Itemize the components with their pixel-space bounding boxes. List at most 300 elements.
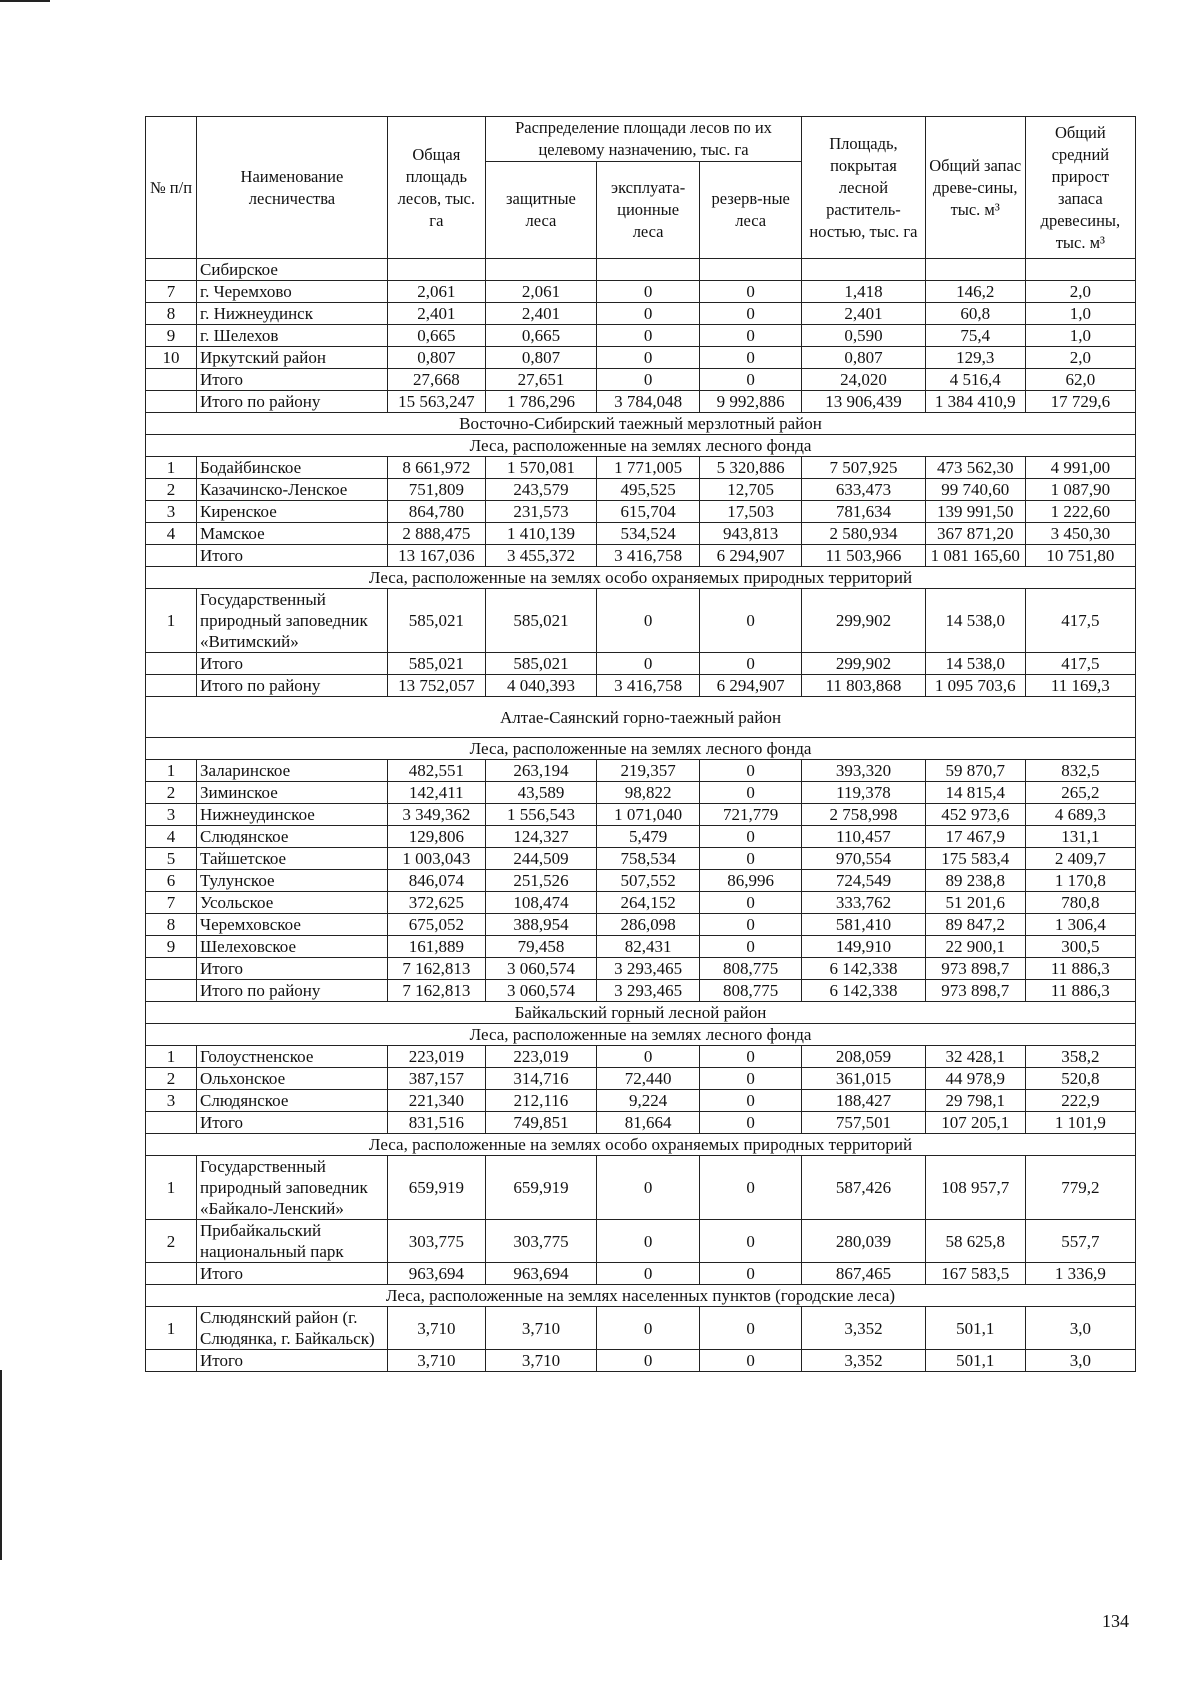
- cell-total-area: 846,074: [387, 870, 485, 892]
- cell-covered-area: [802, 259, 925, 281]
- cell-growth: 358,2: [1025, 1046, 1135, 1068]
- cell-reserve: 0: [700, 1112, 802, 1134]
- cell-timber-stock: 452 973,6: [925, 804, 1025, 826]
- cell-covered-area: 333,762: [802, 892, 925, 914]
- cell-covered-area: 2 758,998: [802, 804, 925, 826]
- cell-protective: 3 060,574: [485, 958, 596, 980]
- cell-reserve: 0: [700, 589, 802, 653]
- cell-timber-stock: 99 740,60: [925, 479, 1025, 501]
- cell-reserve: 0: [700, 347, 802, 369]
- cell-protective: 3 455,372: [485, 545, 596, 567]
- cell-total-area: [387, 259, 485, 281]
- table-row: [146, 914, 1136, 936]
- forestry-name: Заларинское: [197, 760, 388, 782]
- cell-timber-stock: 501,1: [925, 1307, 1025, 1350]
- cell-total-area: 372,625: [387, 892, 485, 914]
- cell-timber-stock: 22 900,1: [925, 936, 1025, 958]
- cell-covered-area: 3,352: [802, 1350, 925, 1372]
- header-growth: Общий средний прирост запаса древесины, тыс. м³: [1025, 117, 1135, 259]
- cell-exploitation: 9,224: [597, 1090, 700, 1112]
- table-row: [146, 1350, 1136, 1372]
- cell-exploitation: 758,534: [597, 848, 700, 870]
- section-row: [146, 1285, 1136, 1307]
- cell-total-area: 129,806: [387, 826, 485, 848]
- row-number: [146, 259, 197, 281]
- cell-protective: 223,019: [485, 1046, 596, 1068]
- table-row: [146, 782, 1136, 804]
- row-number: 10: [146, 347, 197, 369]
- cell-growth: 1 170,8: [1025, 870, 1135, 892]
- row-number: 1: [146, 457, 197, 479]
- cell-protective: 0,807: [485, 347, 596, 369]
- table-row: [146, 892, 1136, 914]
- forestry-name: Итого по району: [197, 980, 388, 1002]
- cell-timber-stock: 129,3: [925, 347, 1025, 369]
- forestry-name: Итого: [197, 1112, 388, 1134]
- header-reserve: резерв-ные леса: [700, 162, 802, 259]
- cell-timber-stock: 60,8: [925, 303, 1025, 325]
- cell-covered-area: 970,554: [802, 848, 925, 870]
- cell-exploitation: [597, 259, 700, 281]
- cell-exploitation: 286,098: [597, 914, 700, 936]
- cell-total-area: 3 349,362: [387, 804, 485, 826]
- cell-exploitation: 0: [597, 653, 700, 675]
- cell-timber-stock: 59 870,7: [925, 760, 1025, 782]
- section-title: Леса, расположенные на землях лесного фонда: [146, 738, 1136, 760]
- cell-reserve: 5 320,886: [700, 457, 802, 479]
- page-number: 134: [1102, 1611, 1129, 1631]
- table-row: [146, 369, 1136, 391]
- cell-protective: 303,775: [485, 1220, 596, 1263]
- row-number: [146, 1263, 197, 1285]
- cell-reserve: 0: [700, 1156, 802, 1220]
- cell-timber-stock: 367 871,20: [925, 523, 1025, 545]
- cell-growth: 780,8: [1025, 892, 1135, 914]
- cell-timber-stock: 1 095 703,6: [925, 675, 1025, 697]
- cell-growth: 557,7: [1025, 1220, 1135, 1263]
- cell-timber-stock: 14 538,0: [925, 653, 1025, 675]
- section-title: Леса, расположенные на землях лесного фонда: [146, 1024, 1136, 1046]
- cell-exploitation: 3 784,048: [597, 391, 700, 413]
- cell-exploitation: 0: [597, 1263, 700, 1285]
- table-row: [146, 347, 1136, 369]
- cell-exploitation: 0: [597, 281, 700, 303]
- cell-exploitation: 81,664: [597, 1112, 700, 1134]
- forest-data-table: [145, 116, 1136, 1372]
- cell-exploitation: 3 416,758: [597, 545, 700, 567]
- cell-exploitation: 3 293,465: [597, 958, 700, 980]
- header-protective: защитные леса: [485, 162, 596, 259]
- cell-growth: 3 450,30: [1025, 523, 1135, 545]
- row-number: [146, 675, 197, 697]
- cell-protective: 0,665: [485, 325, 596, 347]
- cell-protective: 314,716: [485, 1068, 596, 1090]
- cell-timber-stock: 51 201,6: [925, 892, 1025, 914]
- table-row: [146, 1307, 1136, 1350]
- cell-reserve: 0: [700, 1068, 802, 1090]
- cell-total-area: 221,340: [387, 1090, 485, 1112]
- row-number: 9: [146, 325, 197, 347]
- forestry-name: Итого: [197, 1350, 388, 1372]
- row-number: [146, 980, 197, 1002]
- cell-timber-stock: 1 384 410,9: [925, 391, 1025, 413]
- row-number: 2: [146, 1068, 197, 1090]
- cell-growth: 3,0: [1025, 1307, 1135, 1350]
- cell-covered-area: 3,352: [802, 1307, 925, 1350]
- row-number: [146, 958, 197, 980]
- cell-growth: 1 087,90: [1025, 479, 1135, 501]
- table-row: [146, 325, 1136, 347]
- cell-protective: 3,710: [485, 1350, 596, 1372]
- cell-reserve: 0: [700, 782, 802, 804]
- cell-protective: 108,474: [485, 892, 596, 914]
- cell-total-area: 7 162,813: [387, 958, 485, 980]
- table-row: [146, 760, 1136, 782]
- cell-timber-stock: 1 081 165,60: [925, 545, 1025, 567]
- header-num: № п/п: [146, 117, 197, 259]
- row-number: 4: [146, 523, 197, 545]
- cell-growth: 779,2: [1025, 1156, 1135, 1220]
- table-row: [146, 980, 1136, 1002]
- table-row: [146, 501, 1136, 523]
- section-title: Восточно-Сибирский таежный мерзлотный район: [146, 413, 1136, 435]
- cell-reserve: 0: [700, 1090, 802, 1112]
- cell-protective: 243,579: [485, 479, 596, 501]
- row-number: 9: [146, 936, 197, 958]
- cell-covered-area: 6 142,338: [802, 958, 925, 980]
- cell-total-area: 223,019: [387, 1046, 485, 1068]
- cell-reserve: 9 992,886: [700, 391, 802, 413]
- cell-timber-stock: 32 428,1: [925, 1046, 1025, 1068]
- cell-covered-area: 149,910: [802, 936, 925, 958]
- cell-reserve: 0: [700, 826, 802, 848]
- forestry-name: Усольское: [197, 892, 388, 914]
- forestry-name: Итого: [197, 653, 388, 675]
- cell-protective: 1 570,081: [485, 457, 596, 479]
- forestry-name: Киренское: [197, 501, 388, 523]
- cell-protective: 1 556,543: [485, 804, 596, 826]
- cell-covered-area: 867,465: [802, 1263, 925, 1285]
- table-row: [146, 589, 1136, 653]
- row-number: 2: [146, 1220, 197, 1263]
- cell-timber-stock: 501,1: [925, 1350, 1025, 1372]
- scan-edge-mark: [0, 1370, 2, 1560]
- forestry-name: Слюдянское: [197, 826, 388, 848]
- cell-total-area: 142,411: [387, 782, 485, 804]
- cell-exploitation: 1 071,040: [597, 804, 700, 826]
- cell-timber-stock: 17 467,9: [925, 826, 1025, 848]
- cell-timber-stock: 44 978,9: [925, 1068, 1025, 1090]
- cell-total-area: 161,889: [387, 936, 485, 958]
- table-row: [146, 870, 1136, 892]
- forestry-name: г. Шелехов: [197, 325, 388, 347]
- forestry-name: Слюдянское: [197, 1090, 388, 1112]
- forestry-name: Итого: [197, 545, 388, 567]
- forestry-name: Прибайкальский национальный парк: [197, 1220, 388, 1263]
- cell-protective: 3 060,574: [485, 980, 596, 1002]
- cell-covered-area: 188,427: [802, 1090, 925, 1112]
- cell-protective: 1 786,296: [485, 391, 596, 413]
- cell-total-area: 3,710: [387, 1307, 485, 1350]
- cell-reserve: 0: [700, 1046, 802, 1068]
- cell-covered-area: 119,378: [802, 782, 925, 804]
- row-number: 8: [146, 303, 197, 325]
- cell-exploitation: 98,822: [597, 782, 700, 804]
- cell-exploitation: 0: [597, 1307, 700, 1350]
- cell-protective: 1 410,139: [485, 523, 596, 545]
- cell-covered-area: 299,902: [802, 589, 925, 653]
- forestry-name: Итого: [197, 1263, 388, 1285]
- cell-reserve: 721,779: [700, 804, 802, 826]
- cell-total-area: 831,516: [387, 1112, 485, 1134]
- header-distribution: Распределение площади лесов по их целевому назначению, тыс. га: [485, 117, 801, 162]
- cell-growth: 1 101,9: [1025, 1112, 1135, 1134]
- forestry-name: Государственный природный заповедник «Байкало-Ленский»: [197, 1156, 388, 1220]
- cell-total-area: 3,710: [387, 1350, 485, 1372]
- cell-total-area: 2,061: [387, 281, 485, 303]
- cell-covered-area: 724,549: [802, 870, 925, 892]
- cell-protective: 388,954: [485, 914, 596, 936]
- cell-timber-stock: 4 516,4: [925, 369, 1025, 391]
- cell-growth: [1025, 259, 1135, 281]
- cell-total-area: 13 167,036: [387, 545, 485, 567]
- cell-timber-stock: 146,2: [925, 281, 1025, 303]
- cell-timber-stock: 973 898,7: [925, 958, 1025, 980]
- cell-exploitation: 0: [597, 1350, 700, 1372]
- forestry-name: Иркутский район: [197, 347, 388, 369]
- cell-growth: 1,0: [1025, 303, 1135, 325]
- cell-exploitation: 0: [597, 1156, 700, 1220]
- cell-total-area: 659,919: [387, 1156, 485, 1220]
- forestry-name: Тулунское: [197, 870, 388, 892]
- forestry-name: Голоустненское: [197, 1046, 388, 1068]
- cell-exploitation: 72,440: [597, 1068, 700, 1090]
- cell-reserve: 0: [700, 760, 802, 782]
- cell-timber-stock: 14 815,4: [925, 782, 1025, 804]
- cell-reserve: 0: [700, 653, 802, 675]
- table-row: [146, 653, 1136, 675]
- header-name: Наименование лесничества: [197, 117, 388, 259]
- cell-growth: 131,1: [1025, 826, 1135, 848]
- section-title: Леса, расположенные на землях лесного фонда: [146, 435, 1136, 457]
- cell-total-area: 2 888,475: [387, 523, 485, 545]
- table-row: [146, 1068, 1136, 1090]
- forestry-name: Итого по району: [197, 675, 388, 697]
- section-row: [146, 1024, 1136, 1046]
- row-number: 1: [146, 1046, 197, 1068]
- section-row: [146, 567, 1136, 589]
- cell-total-area: 0,807: [387, 347, 485, 369]
- cell-total-area: 7 162,813: [387, 980, 485, 1002]
- cell-protective: 749,851: [485, 1112, 596, 1134]
- cell-growth: 265,2: [1025, 782, 1135, 804]
- cell-protective: 963,694: [485, 1263, 596, 1285]
- cell-growth: 2,0: [1025, 281, 1135, 303]
- cell-growth: 1 222,60: [1025, 501, 1135, 523]
- cell-covered-area: 24,020: [802, 369, 925, 391]
- cell-reserve: 0: [700, 1220, 802, 1263]
- cell-reserve: 943,813: [700, 523, 802, 545]
- table-row: [146, 804, 1136, 826]
- cell-reserve: 0: [700, 848, 802, 870]
- table-row: [146, 523, 1136, 545]
- section-row: [146, 1002, 1136, 1024]
- forestry-name: Казачинско-Ленское: [197, 479, 388, 501]
- cell-reserve: 0: [700, 1350, 802, 1372]
- cell-protective: [485, 259, 596, 281]
- row-number: 1: [146, 760, 197, 782]
- forestry-name: Нижнеудинское: [197, 804, 388, 826]
- table-row: [146, 958, 1136, 980]
- cell-timber-stock: 75,4: [925, 325, 1025, 347]
- cell-total-area: 1 003,043: [387, 848, 485, 870]
- cell-exploitation: 219,357: [597, 760, 700, 782]
- section-row: [146, 697, 1136, 738]
- cell-reserve: 0: [700, 303, 802, 325]
- cell-growth: 1 306,4: [1025, 914, 1135, 936]
- cell-reserve: 6 294,907: [700, 545, 802, 567]
- cell-protective: 124,327: [485, 826, 596, 848]
- row-number: 5: [146, 848, 197, 870]
- cell-reserve: [700, 259, 802, 281]
- table-row: [146, 479, 1136, 501]
- forestry-name: Бодайбинское: [197, 457, 388, 479]
- row-number: 4: [146, 826, 197, 848]
- cell-reserve: 0: [700, 1307, 802, 1350]
- cell-exploitation: 615,704: [597, 501, 700, 523]
- cell-total-area: 585,021: [387, 589, 485, 653]
- table-row: [146, 1046, 1136, 1068]
- table-body: [146, 259, 1136, 1372]
- row-number: 2: [146, 782, 197, 804]
- cell-protective: 27,651: [485, 369, 596, 391]
- cell-growth: 11 886,3: [1025, 958, 1135, 980]
- cell-exploitation: 0: [597, 1220, 700, 1263]
- scan-edge-mark: [0, 0, 50, 2]
- row-number: 1: [146, 589, 197, 653]
- row-number: [146, 369, 197, 391]
- row-number: 1: [146, 1307, 197, 1350]
- cell-reserve: 0: [700, 936, 802, 958]
- cell-timber-stock: 107 205,1: [925, 1112, 1025, 1134]
- section-title: Леса, расположенные на землях населенных пунктов (городские леса): [146, 1285, 1136, 1307]
- cell-total-area: 0,665: [387, 325, 485, 347]
- cell-timber-stock: 14 538,0: [925, 589, 1025, 653]
- cell-growth: 3,0: [1025, 1350, 1135, 1372]
- table-row: [146, 1090, 1136, 1112]
- cell-growth: 62,0: [1025, 369, 1135, 391]
- cell-reserve: 0: [700, 325, 802, 347]
- table-row: [146, 259, 1136, 281]
- cell-growth: 832,5: [1025, 760, 1135, 782]
- cell-growth: 520,8: [1025, 1068, 1135, 1090]
- section-row: [146, 1134, 1136, 1156]
- cell-timber-stock: 139 991,50: [925, 501, 1025, 523]
- cell-reserve: 6 294,907: [700, 675, 802, 697]
- cell-protective: 2,061: [485, 281, 596, 303]
- cell-exploitation: 0: [597, 303, 700, 325]
- cell-growth: 417,5: [1025, 653, 1135, 675]
- cell-reserve: 86,996: [700, 870, 802, 892]
- cell-timber-stock: 58 625,8: [925, 1220, 1025, 1263]
- header-total-area: Общая площадь лесов, тыс. га: [387, 117, 485, 259]
- cell-timber-stock: 108 957,7: [925, 1156, 1025, 1220]
- cell-timber-stock: 973 898,7: [925, 980, 1025, 1002]
- cell-total-area: 13 752,057: [387, 675, 485, 697]
- forestry-name: Тайшетское: [197, 848, 388, 870]
- cell-reserve: 0: [700, 1263, 802, 1285]
- cell-covered-area: 757,501: [802, 1112, 925, 1134]
- table-header: [146, 117, 1136, 259]
- cell-covered-area: 13 906,439: [802, 391, 925, 413]
- cell-growth: 300,5: [1025, 936, 1135, 958]
- cell-total-area: 2,401: [387, 303, 485, 325]
- cell-timber-stock: 167 583,5: [925, 1263, 1025, 1285]
- cell-reserve: 808,775: [700, 980, 802, 1002]
- cell-total-area: 27,668: [387, 369, 485, 391]
- cell-exploitation: 5,479: [597, 826, 700, 848]
- cell-covered-area: 0,807: [802, 347, 925, 369]
- forestry-name: Итого: [197, 958, 388, 980]
- cell-protective: 585,021: [485, 589, 596, 653]
- cell-total-area: 8 661,972: [387, 457, 485, 479]
- row-number: [146, 1112, 197, 1134]
- header-exploitation: эксплуата-ционные леса: [597, 162, 700, 259]
- cell-protective: 3,710: [485, 1307, 596, 1350]
- cell-exploitation: 264,152: [597, 892, 700, 914]
- forestry-name: Черемховское: [197, 914, 388, 936]
- cell-exploitation: 3 293,465: [597, 980, 700, 1002]
- cell-covered-area: 208,059: [802, 1046, 925, 1068]
- table-row: [146, 391, 1136, 413]
- cell-protective: 659,919: [485, 1156, 596, 1220]
- cell-growth: 2 409,7: [1025, 848, 1135, 870]
- row-number: 7: [146, 892, 197, 914]
- cell-growth: 10 751,80: [1025, 545, 1135, 567]
- cell-growth: 17 729,6: [1025, 391, 1135, 413]
- table-row: [146, 848, 1136, 870]
- cell-protective: 2,401: [485, 303, 596, 325]
- table-row: [146, 1156, 1136, 1220]
- row-number: [146, 653, 197, 675]
- row-number: 2: [146, 479, 197, 501]
- cell-covered-area: 393,320: [802, 760, 925, 782]
- cell-protective: 79,458: [485, 936, 596, 958]
- cell-exploitation: 82,431: [597, 936, 700, 958]
- cell-timber-stock: 89 847,2: [925, 914, 1025, 936]
- cell-covered-area: 781,634: [802, 501, 925, 523]
- row-number: [146, 1350, 197, 1372]
- section-title: Леса, расположенные на землях особо охраняемых природных территорий: [146, 567, 1136, 589]
- section-title: Байкальский горный лесной район: [146, 1002, 1136, 1024]
- cell-timber-stock: [925, 259, 1025, 281]
- cell-covered-area: 2,401: [802, 303, 925, 325]
- cell-protective: 231,573: [485, 501, 596, 523]
- table-row: [146, 1263, 1136, 1285]
- cell-covered-area: 361,015: [802, 1068, 925, 1090]
- section-title: Леса, расположенные на землях особо охраняемых природных территорий: [146, 1134, 1136, 1156]
- cell-reserve: 0: [700, 281, 802, 303]
- forestry-name: г. Черемхово: [197, 281, 388, 303]
- forestry-name: Слюдянский район (г. Слюдянка, г. Байкальск): [197, 1307, 388, 1350]
- cell-total-area: 675,052: [387, 914, 485, 936]
- cell-exploitation: 0: [597, 1046, 700, 1068]
- header-covered-area: Площадь, покрытая лесной раститель-ностью, тыс. га: [802, 117, 925, 259]
- cell-exploitation: 3 416,758: [597, 675, 700, 697]
- cell-growth: 1,0: [1025, 325, 1135, 347]
- cell-growth: 2,0: [1025, 347, 1135, 369]
- cell-reserve: 17,503: [700, 501, 802, 523]
